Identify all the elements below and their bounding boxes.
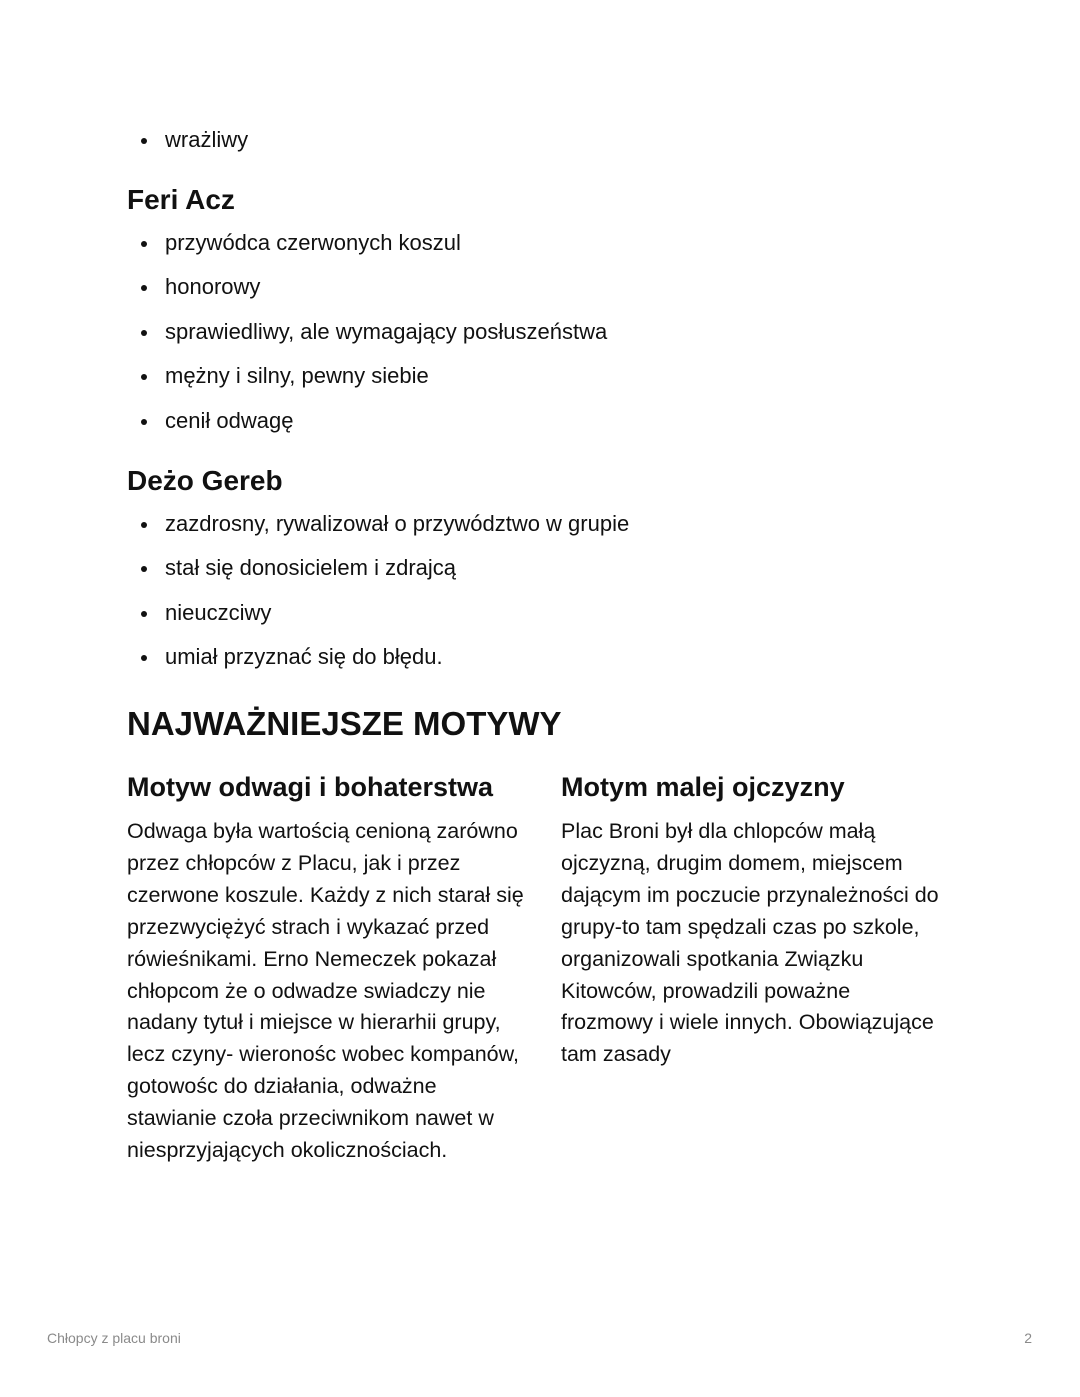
bullet-dot <box>141 655 147 661</box>
bullet-dot <box>141 611 147 617</box>
list-item-text: wrażliwy <box>165 127 249 152</box>
bullet-dot <box>141 138 147 144</box>
character-title-dezo-gereb: Deżo Gereb <box>127 465 283 496</box>
footer-page-number: 2 <box>1024 1330 1032 1346</box>
list-item-text: stał się donosicielem i zdrajcą <box>165 555 457 581</box>
motif-title: Motym malej ojczyzny <box>561 772 845 802</box>
list-item <box>127 272 607 316</box>
footer-document-title: Chłopcy z placu broni <box>47 1330 181 1346</box>
motif-column-homeland <box>561 770 939 1071</box>
character-traits-dezo-gereb <box>127 509 629 687</box>
character-title-feri-acz: Feri Acz <box>127 184 235 215</box>
motif-title: Motyw odwagi i bohaterstwa <box>127 772 494 802</box>
list-item <box>127 598 629 642</box>
bullet-dot <box>141 374 147 380</box>
section-title: NAJWAŻNIEJSZE MOTYWY <box>127 705 562 742</box>
list-item <box>127 553 629 597</box>
bullet-dot <box>141 566 147 572</box>
list-item-text: honorowy <box>165 274 261 300</box>
list-item-text: nieuczciwy <box>165 599 272 625</box>
bullet-dot <box>141 285 147 291</box>
motif-column-courage <box>127 770 527 1167</box>
list-item-text: cenił odwagę <box>165 407 294 433</box>
list-item <box>127 317 607 361</box>
list-item-text: mężny i silny, pewny siebie <box>165 363 429 389</box>
motif-text: Odwaga była wartością cenioną zarówno przez chłopców z Placu, jak i przez czerwone koszule. Każdy z nich starał się przezwyciężyć strach i wykazać przed rówieśnikami. Erno Nemeczek pokazał chłopcom że o odwadze swiadczy nie nadany tytuł i miejsce w hierarhii grupy, lecz czyny- wieronośc wobec kompanów, gotowośc do działania, odważne stawianie czoła przeciwnikom nawet w niesprzyjających okolicznościach. <box>127 819 524 1163</box>
character-traits-feri-acz <box>127 228 607 450</box>
list-item <box>127 509 629 553</box>
list-item-text: sprawiedliwy, ale wymagający posłuszeństwa <box>165 318 608 344</box>
bullet-dot <box>141 522 147 528</box>
motif-text: Plac Broni był dla chlopców małą ojczyzną, drugim domem, miejscem dającym im poczucie przynależności do grupy-to tam spędzali czas po szkole, organizowali spotkania Związku Kitowców, prowadzili poważne frozmowy i wiele innych. Obowiązujące tam zasady <box>561 819 939 1067</box>
list-item <box>127 361 607 405</box>
bullet-dot <box>141 419 147 425</box>
bullet-dot <box>141 330 147 336</box>
bullet-dot <box>141 241 147 247</box>
list-item-text: umiał przyznać się do błędu. <box>165 644 443 670</box>
list-item <box>127 642 629 686</box>
intro-list <box>127 125 248 169</box>
list-item-text: zazdrosny, rywalizował o przywództwo w grupie <box>165 511 630 536</box>
list-item-text: przywódca czerwonych koszul <box>165 230 461 255</box>
list-item <box>127 406 607 450</box>
list-item <box>127 125 248 169</box>
list-item <box>127 228 607 272</box>
